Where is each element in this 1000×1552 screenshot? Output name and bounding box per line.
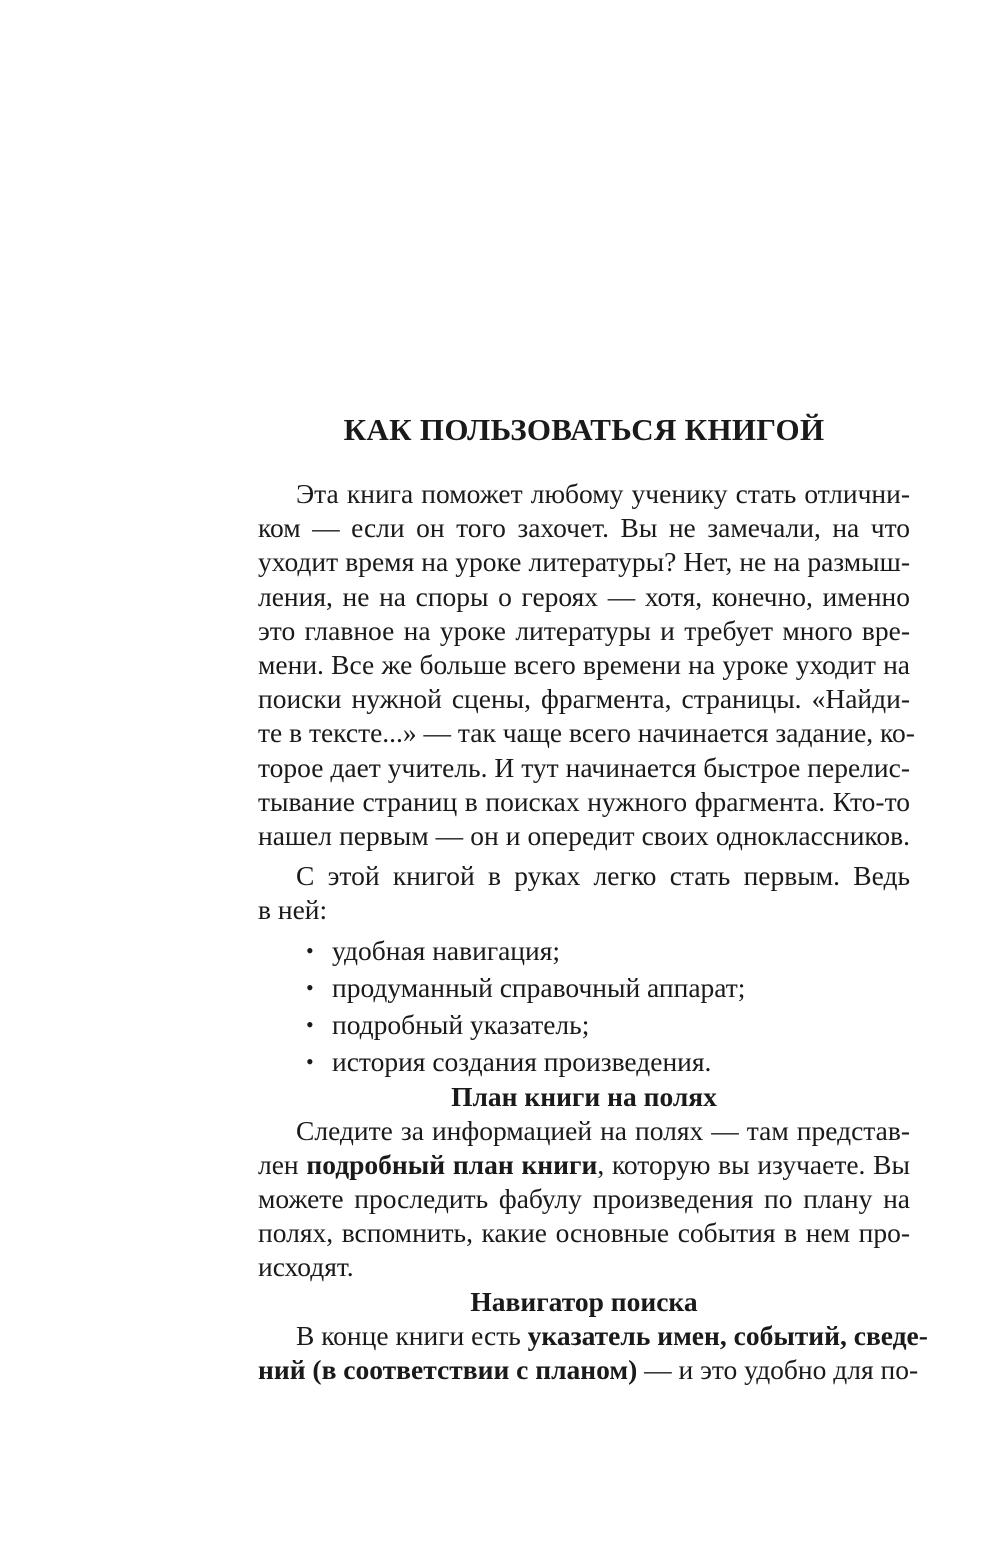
text-line: ления, не на споры о героях — хотя, конечно, именно bbox=[258, 580, 910, 612]
features-list bbox=[258, 932, 910, 1080]
list-item-text: удобная навигация; bbox=[332, 934, 561, 966]
navigator-paragraph bbox=[258, 1319, 928, 1387]
text-line bbox=[258, 1148, 910, 1182]
bold-phrase: подробный план книги bbox=[306, 1148, 598, 1180]
text-line: мени. Все же больше всего времени на уроке уходит на bbox=[258, 649, 910, 681]
text-line: те в тексте...» — так чаще всего начинается задание, ко- bbox=[258, 717, 915, 749]
text-line: в ней: bbox=[258, 894, 328, 926]
text-line: это главное на уроке литературы и требует много вре- bbox=[258, 614, 910, 646]
bullet-icon: • bbox=[306, 1011, 314, 1037]
text-fragment: — и это удобно для по- bbox=[637, 1353, 919, 1385]
bold-phrase: указатель имен, событий, сведе- bbox=[527, 1319, 928, 1351]
intro-paragraph bbox=[258, 477, 915, 853]
text-fragment: , которую вы изучаете. Вы bbox=[597, 1148, 910, 1180]
bold-phrase: ний (в соответствии с планом) bbox=[258, 1353, 638, 1385]
text-fragment: В конце книги есть bbox=[296, 1319, 528, 1351]
list-item bbox=[258, 1006, 910, 1043]
section-heading-navigator: Навигатор поиска bbox=[470, 1285, 698, 1317]
bullet-icon: • bbox=[306, 974, 314, 1000]
text-line bbox=[258, 1353, 919, 1387]
section-heading-plan: План книги на полях bbox=[451, 1080, 717, 1112]
list-item-text: подробный указатель; bbox=[332, 1008, 590, 1040]
text-line bbox=[258, 1319, 928, 1353]
plan-paragraph bbox=[258, 1114, 910, 1285]
list-item-text: продуманный справочный аппарат; bbox=[332, 971, 746, 1003]
text-line: тывание страниц в поисках нужного фрагмента. Кто-то bbox=[258, 785, 910, 817]
text-line: нашел первым — он и опередит своих одноклассников. bbox=[258, 820, 910, 852]
text-line: уходит время на уроке литературы? Нет, не на размыш- bbox=[258, 546, 910, 578]
text-fragment: лен bbox=[258, 1148, 307, 1180]
list-item-text: история создания произведения. bbox=[332, 1045, 712, 1077]
bullet-icon: • bbox=[306, 937, 314, 963]
text-line: Эта книга поможет любому ученику стать отлични- bbox=[296, 478, 910, 509]
features-paragraph bbox=[258, 859, 910, 927]
list-item bbox=[258, 932, 910, 969]
text-line: ком — если он того захочет. Вы не замечали, на что bbox=[258, 512, 910, 544]
text-line: С этой книгой в руках легко стать первым. Ведь bbox=[296, 860, 910, 892]
list-item bbox=[258, 1043, 910, 1080]
text-line: можете проследить фабулу произведения по плану на bbox=[258, 1183, 910, 1215]
text-line: Следите за информацией на полях — там представ- bbox=[296, 1114, 910, 1146]
list-item bbox=[258, 969, 910, 1006]
text-line: торое дает учитель. И тут начинается быстрое перелис- bbox=[258, 751, 910, 783]
text-line: полях, вспомнить, какие основные события в нем про- bbox=[258, 1217, 910, 1249]
text-line: исходят. bbox=[258, 1251, 354, 1283]
text-column bbox=[258, 410, 928, 1387]
text-line: поиски нужной сцены, фрагмента, страницы. «Найди- bbox=[258, 683, 910, 715]
page-title: КАК ПОЛЬЗОВАТЬСЯ КНИГОЙ bbox=[343, 412, 825, 447]
bullet-icon: • bbox=[306, 1048, 314, 1074]
